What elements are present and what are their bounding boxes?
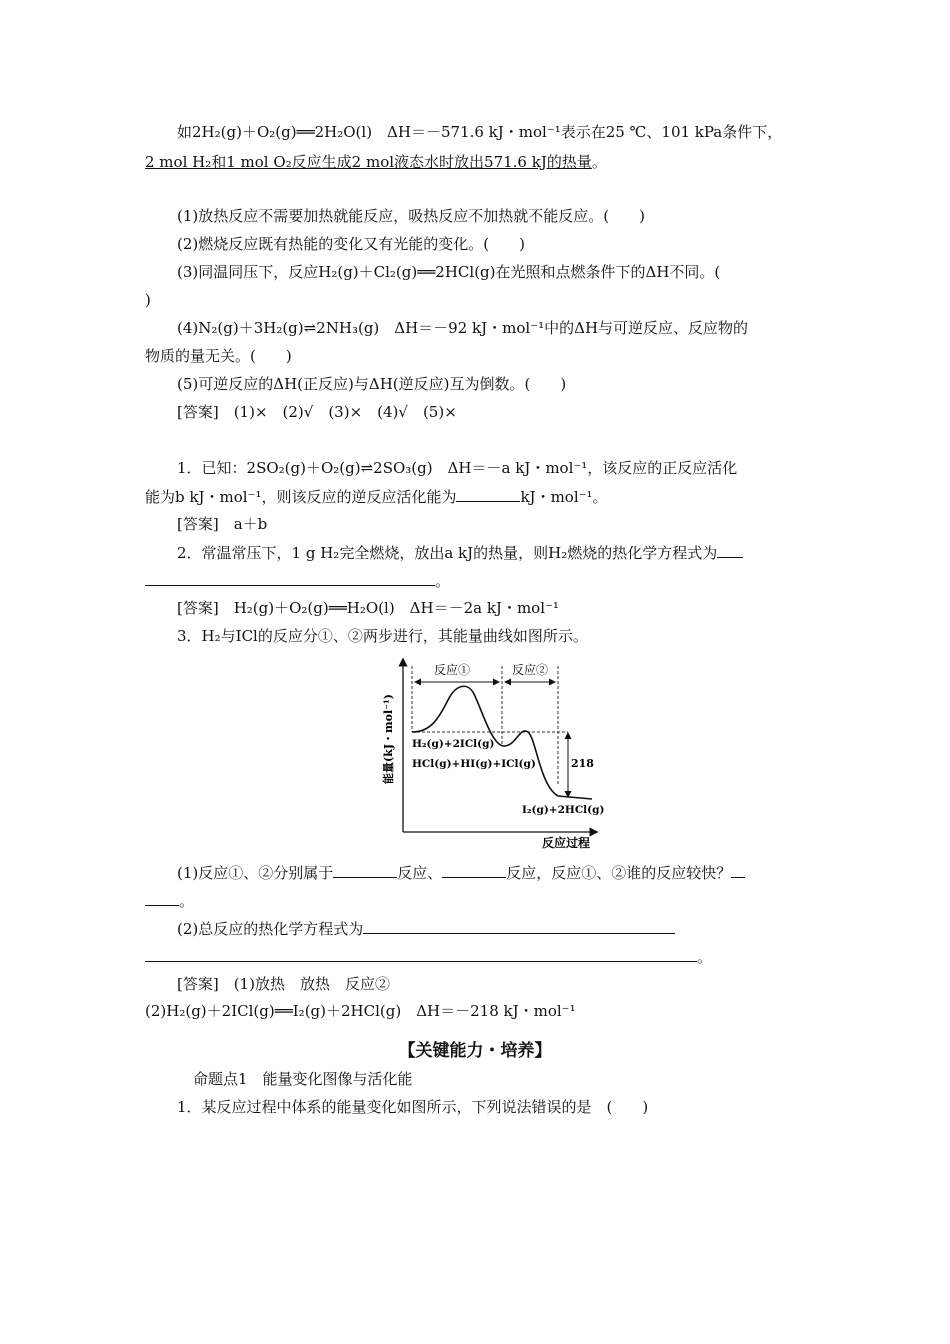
q2-blank-b[interactable] bbox=[145, 569, 435, 586]
section-heading: 【关键能力・培养】 bbox=[398, 1041, 552, 1061]
q3-sub2-text: (2)总反应的热化学方程式为 bbox=[177, 920, 364, 938]
judge-item-4-cont: 物质的量无关。( ) bbox=[145, 347, 292, 365]
intro-period: 。 bbox=[591, 153, 607, 171]
q3-sub1-text-c: 反应，反应①、②谁的反应较快？ bbox=[506, 864, 732, 882]
q1-line-1: 1．已知：2SO₂(g)＋O₂(g)⇌2SO₃(g) ΔH＝－a kJ・mol⁻¹，该反应的正反应活化 bbox=[177, 459, 738, 477]
judge-item-4: (4)N₂(g)＋3H₂(g)⇌2NH₃(g) ΔH＝－92 kJ・mol⁻¹中的ΔH与可逆反应、反应物的 bbox=[177, 319, 749, 337]
q3-sub2-cont bbox=[145, 945, 712, 968]
judge-item-1: (1)放热反应不需要加热就能反应，吸热反应不加热就不能反应。( ) bbox=[177, 207, 645, 225]
judge-item-3-cont: ) bbox=[145, 291, 151, 309]
intro-line-1: 如2H₂(g)＋O₂(g)══2H₂O(l) ΔH＝－571.6 kJ・mol⁻¹表示在25 ℃、101 kPa条件下， bbox=[177, 123, 783, 141]
section-question: 1．某反应过程中体系的能量变化如图所示，下列说法错误的是 ( ) bbox=[177, 1098, 649, 1116]
label-step1: 反应① bbox=[434, 663, 471, 677]
intro-underlined-text: 2 mol H₂和1 mol O₂反应生成2 mol液态水时放出571.6 kJ的热量 bbox=[145, 153, 592, 171]
q1-line-2-text: 能为b kJ・mol⁻¹，则该反应的逆反应活化能为 bbox=[145, 488, 457, 506]
q2-period: 。 bbox=[435, 572, 451, 590]
q3-sub2-period: 。 bbox=[697, 948, 713, 966]
q1-line-2 bbox=[145, 485, 608, 508]
q2-line-1 bbox=[177, 541, 743, 564]
q3-sub1-text-b: 反应、 bbox=[397, 864, 443, 882]
label-step2: 反应② bbox=[512, 663, 549, 677]
judge-item-3: (3)同温同压下，反应H₂(g)＋Cl₂(g)══2HCl(g)在光照和点燃条件下的ΔH不同。( bbox=[177, 263, 721, 281]
judge-answer: [答案] (1)× (2)√ (3)× (4)√ (5)× bbox=[177, 403, 457, 421]
q3-blank-2[interactable] bbox=[442, 861, 506, 878]
q1-blank[interactable] bbox=[456, 485, 520, 502]
q1-answer: [答案] a＋b bbox=[177, 515, 268, 533]
q1-line-2-unit: kJ・mol⁻¹。 bbox=[520, 488, 608, 506]
label-reactants: H₂(g)+2ICl(g) bbox=[412, 738, 495, 750]
q3-stem: 3．H₂与ICl的反应分①、②两步进行，其能量曲线如图所示。 bbox=[177, 627, 588, 645]
q3-sub2 bbox=[177, 917, 675, 940]
q3-sub1 bbox=[177, 861, 745, 884]
q3-sub1-cont bbox=[145, 889, 194, 912]
delta-value: 218 bbox=[571, 757, 594, 770]
q3-blank-4a[interactable] bbox=[363, 917, 675, 934]
q3-blank-1[interactable] bbox=[333, 861, 397, 878]
q3-blank-3a[interactable] bbox=[731, 861, 745, 878]
section-point: 命题点1 能量变化图像与活化能 bbox=[193, 1070, 413, 1088]
q2-line-2 bbox=[145, 569, 450, 592]
q2-answer: [答案] H₂(g)＋O₂(g)══H₂O(l) ΔH＝－2a kJ・mol⁻¹ bbox=[177, 599, 559, 617]
x-axis-label: 反应过程 bbox=[542, 836, 591, 850]
q3-blank-3b[interactable] bbox=[145, 889, 179, 906]
y-axis-label: 能量(kJ・mol⁻¹) bbox=[382, 693, 395, 784]
q2-line-1-text: 2．常温常压下，1 g H₂完全燃烧，放出a kJ的热量，则H₂燃烧的热化学方程式为 bbox=[177, 544, 718, 562]
q3-answer-1: [答案] (1)放热 放热 反应② bbox=[177, 975, 390, 993]
q3-answer-2: (2)H₂(g)＋2ICl(g)══I₂(g)＋2HCl(g) ΔH＝－218 kJ・mol⁻¹ bbox=[145, 1002, 576, 1020]
q3-sub1-text-a: (1)反应①、②分别属于 bbox=[177, 864, 334, 882]
q2-blank-a[interactable] bbox=[717, 541, 743, 558]
judge-item-2: (2)燃烧反应既有热能的变化又有光能的变化。( ) bbox=[177, 235, 525, 253]
label-products: I₂(g)+2HCl(g) bbox=[522, 804, 604, 816]
judge-item-5: (5)可逆反应的ΔH(正反应)与ΔH(逆反应)互为倒数。( ) bbox=[177, 375, 567, 393]
label-intermediate: HCl(g)+HI(g)+ICl(g) bbox=[412, 758, 536, 770]
q3-sub1-period: 。 bbox=[179, 892, 195, 910]
energy-diagram bbox=[378, 654, 604, 850]
intro-line-2 bbox=[145, 151, 607, 173]
q3-blank-4b[interactable] bbox=[145, 945, 697, 962]
